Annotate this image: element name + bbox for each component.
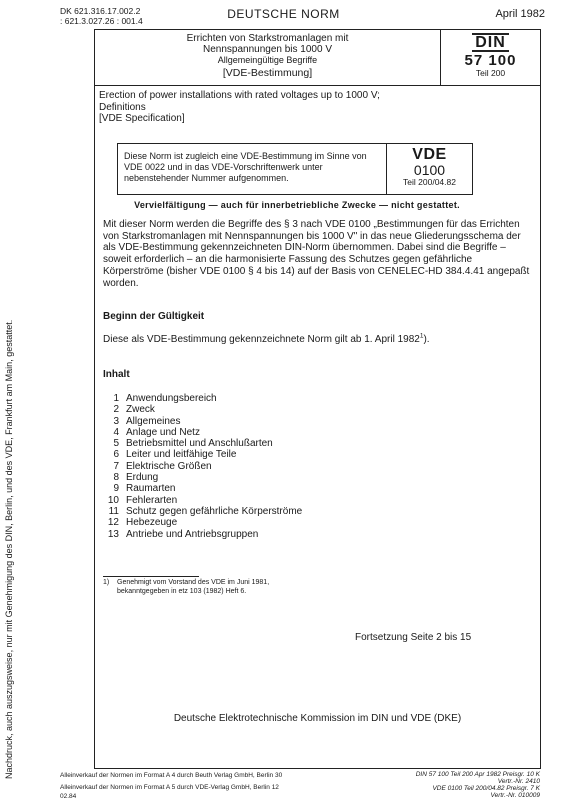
dk-line-2: : 621.3.027.26 : 001.4 <box>60 16 143 26</box>
contents-item-label: Raumarten <box>126 483 176 495</box>
contents-item-label: Leiter und leitfähige Teile <box>126 449 237 461</box>
contents-item-label: Zweck <box>126 404 155 416</box>
contents-item-label: Allgemeines <box>126 415 181 427</box>
contents-item <box>103 427 403 438</box>
din-number-block <box>440 30 540 85</box>
footer-vde-price: VDE 0100 Teil 200/04.82 Preisgr. 7 K <box>432 785 540 792</box>
footnote <box>103 579 269 596</box>
copy-notice: Vervielfältigung — auch für innerbetriebliche Zwecke — nicht gestattet. <box>134 200 460 210</box>
contents-item-number: 3 <box>113 415 119 427</box>
vde-box <box>117 143 473 195</box>
contents-item-label: Betriebsmittel und Anschlußarten <box>126 438 273 450</box>
title-en-line-3: [VDE Specification] <box>99 113 185 124</box>
footnote-line-2: bekanntgegeben in etz 103 (1982) Heft 6. <box>117 587 247 595</box>
contents-item <box>103 472 403 483</box>
vde-number: 0100 <box>413 162 446 178</box>
validity-heading: Beginn der Gültigkeit <box>103 311 205 322</box>
contents-item-label: Erdung <box>126 472 159 484</box>
validity-end: ). <box>423 334 430 345</box>
contents-item-label: Hebezeuge <box>126 517 178 529</box>
dk-line-1: DK 621.316.17.002.2 <box>60 6 141 16</box>
contents-item-number: 2 <box>113 404 119 416</box>
contents-item <box>103 393 403 404</box>
contents-list <box>103 393 403 540</box>
contents-item-number: 1 <box>113 393 119 404</box>
contents-item-number: 4 <box>113 426 119 438</box>
intro-paragraph: Mit dieser Norm werden die Begriffe des § 3 nach VDE 0100 „Bestimmungen für das Errichten von Starkstromanlagen mit Nennspannungen bis 1000 V" in das neue Gliederungsschema der als VDE-Bestimmung gekennzeichneten DIN-Norm übernommen. Dabei sind die Begriffe – soweit erforderlich – an die harmonisierte Fassung des Schutzes gegen gefährliche Körperströme (bisher VDE 0100 § 4 bis 14) auf der Basis von CENELEC-HD 384.4.41 angepaßt worden. <box>103 219 530 289</box>
contents-item <box>103 529 403 540</box>
contents-item-number: 8 <box>113 472 119 484</box>
footnote-rule <box>103 576 199 577</box>
contents-item-number: 13 <box>107 528 119 540</box>
vde-number-block <box>386 144 472 194</box>
german-title <box>95 30 440 85</box>
vde-logo: VDE <box>412 146 447 163</box>
contents-item-label: Elektrische Größen <box>126 460 212 472</box>
english-title <box>95 90 440 125</box>
title-en-line-1: Erection of power installations with rated voltages up to 1000 V; <box>99 90 380 101</box>
title-de-line-3: Allgemeingültige Begriffe <box>217 55 318 65</box>
title-de-line-1: Errichten von Starkstromanlagen mit <box>186 33 349 44</box>
footer-beuth: Alleinverkauf der Normen im Format A 4 durch Beuth Verlag GmbH, Berlin 30 <box>60 772 283 779</box>
vde-part: Teil 200/04.82 <box>403 177 456 187</box>
contents-item-number: 7 <box>113 460 119 472</box>
validity-text <box>103 334 430 345</box>
contents-item <box>103 461 403 472</box>
footer-vde-contract: Vertr.-Nr. 010009 <box>490 792 540 799</box>
contents-item <box>103 517 403 528</box>
contents-item-number: 9 <box>113 483 119 495</box>
footer-din-contract: Vertr.-Nr. 2410 <box>497 778 540 785</box>
vde-box-text: Diese Norm ist zugleich eine VDE-Bestimmung im Sinne von VDE 0022 und in das VDE-Vorschriftenwerk unter nebenstehender Nummer aufgenommen. <box>124 151 367 183</box>
contents-item-number: 12 <box>107 517 119 529</box>
footer-price-info <box>344 771 540 799</box>
validity-sentence: Diese als VDE-Bestimmung gekennzeichnete Norm gilt ab 1. April 1982 <box>103 334 420 345</box>
reprint-notice: Nachdruck, auch auszugsweise, nur mit Genehmigung des DIN, Berlin, und des VDE, Frankfurt am Main, gestattet. <box>4 319 14 779</box>
footer-vde-verlag: Alleinverkauf der Normen im Format A 5 durch VDE-Verlag GmbH, Berlin 12 <box>60 784 279 791</box>
contents-item-label: Anlage und Netz <box>126 426 200 438</box>
contents-item <box>103 483 403 494</box>
footnote-reference: 1 <box>419 332 424 340</box>
contents-item-label: Fehlerarten <box>126 494 178 506</box>
contents-item <box>103 438 403 449</box>
contents-item-number: 6 <box>113 449 119 461</box>
contents-item <box>103 416 403 427</box>
footnote-line-1: Genehmigt vom Vorstand des VDE im Juni 1981, <box>117 579 270 586</box>
title-en-line-2: Definitions <box>99 101 146 113</box>
din-logo: DIN <box>472 33 509 52</box>
publisher-line: Deutsche Elektrotechnische Kommission im DIN und VDE (DKE) <box>173 713 462 724</box>
footer-din-price: DIN 57 100 Teil 200 Apr 1982 Preisgr. 10 K <box>415 771 540 778</box>
contents-item-number: 10 <box>107 494 119 506</box>
document-frame <box>94 29 541 769</box>
continuation-note: Fortsetzung Seite 2 bis 15 <box>355 632 472 643</box>
contents-item-number: 11 <box>108 505 119 517</box>
publication-date: April 1982 <box>495 8 545 20</box>
vde-spec-de: [VDE-Bestimmung] <box>222 67 313 79</box>
contents-item <box>103 449 403 460</box>
din-number: 57 100 <box>464 52 517 69</box>
title-de-line-2: Nennspannungen bis 1000 V <box>203 44 332 55</box>
contents-item-label: Anwendungsbereich <box>126 393 217 404</box>
footnote-marker: 1) <box>103 579 110 586</box>
contents-heading: Inhalt <box>103 369 130 380</box>
footer-code: 02.84 <box>60 793 77 800</box>
contents-item <box>103 404 403 415</box>
din-part: Teil 200 <box>475 68 506 78</box>
top-title: DEUTSCHE NORM <box>227 7 340 21</box>
contents-item-label: Schutz gegen gefährliche Körperströme <box>126 505 303 517</box>
title-block <box>95 30 540 86</box>
contents-item-number: 5 <box>113 438 119 450</box>
contents-item-label: Antriebe und Antriebsgruppen <box>126 528 259 540</box>
contents-item <box>103 506 403 517</box>
contents-item <box>103 495 403 506</box>
